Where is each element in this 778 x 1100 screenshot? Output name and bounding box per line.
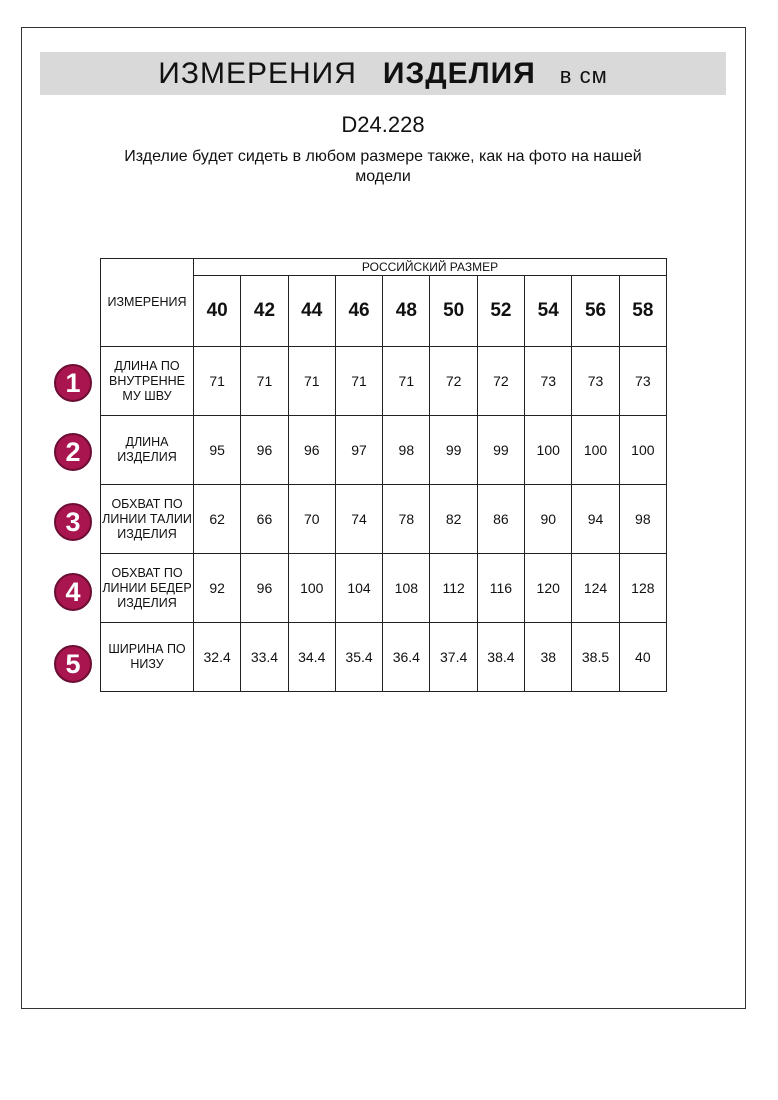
table-cell: 98 (619, 485, 666, 554)
table-cell: 32.4 (194, 623, 241, 692)
table-cell: 92 (194, 554, 241, 623)
table-cell: 62 (194, 485, 241, 554)
table-cell: 38 (525, 623, 572, 692)
row-label: ШИРИНА ПО НИЗУ (101, 623, 194, 692)
size-header: 56 (572, 276, 619, 347)
table-cell: 97 (335, 416, 382, 485)
table-cell: 71 (241, 347, 288, 416)
table-cell: 71 (383, 347, 430, 416)
title-product: ИЗДЕЛИЯ (382, 56, 536, 90)
row-number-badge: 5 (54, 645, 92, 683)
row-label: ОБХВАТ ПО ЛИНИИ ТАЛИИ ИЗДЕЛИЯ (101, 485, 194, 554)
table-row (101, 623, 667, 692)
size-header: 44 (288, 276, 335, 347)
row-label: ДЛИНА ИЗДЕЛИЯ (101, 416, 194, 485)
title-units: в см (559, 62, 608, 88)
table-cell: 98 (383, 416, 430, 485)
row-number-badge: 4 (54, 573, 92, 611)
table-cell: 37.4 (430, 623, 477, 692)
table-cell: 94 (572, 485, 619, 554)
row-number-badge: 2 (54, 433, 92, 471)
fit-note: Изделие будет сидеть в любом размере также, как на фото на нашей модели (124, 148, 642, 185)
table-cell: 108 (383, 554, 430, 623)
table-cell: 128 (619, 554, 666, 623)
table-cell: 100 (525, 416, 572, 485)
title-measurements: ИЗМЕРЕНИЯ (158, 56, 357, 90)
table-cell: 35.4 (335, 623, 382, 692)
table-cell: 74 (335, 485, 382, 554)
corner-label: ИЗМЕРЕНИЯ (101, 259, 194, 347)
row-number-badge: 3 (54, 503, 92, 541)
table-cell: 96 (288, 416, 335, 485)
table-cell: 36.4 (383, 623, 430, 692)
table-cell: 104 (335, 554, 382, 623)
table-cell: 40 (619, 623, 666, 692)
size-header: 50 (430, 276, 477, 347)
table-cell: 71 (288, 347, 335, 416)
table-cell: 116 (477, 554, 524, 623)
table-cell: 78 (383, 485, 430, 554)
table-cell: 99 (477, 416, 524, 485)
size-header: 46 (335, 276, 382, 347)
table-cell: 73 (572, 347, 619, 416)
product-code: D24.228 (341, 112, 425, 137)
table-row (101, 347, 667, 416)
table-cell: 34.4 (288, 623, 335, 692)
row-label: ОБХВАТ ПО ЛИНИИ БЕДЕР ИЗДЕЛИЯ (101, 554, 194, 623)
size-group-label: РОССИЙСКИЙ РАЗМЕР (194, 259, 667, 276)
table-cell: 38.4 (477, 623, 524, 692)
size-header: 48 (383, 276, 430, 347)
table-cell: 72 (477, 347, 524, 416)
table-cell: 112 (430, 554, 477, 623)
size-header: 52 (477, 276, 524, 347)
table-cell: 90 (525, 485, 572, 554)
table-cell: 33.4 (241, 623, 288, 692)
table-cell: 73 (619, 347, 666, 416)
size-table (100, 258, 667, 692)
table-cell: 73 (525, 347, 572, 416)
table-cell: 96 (241, 554, 288, 623)
size-header: 42 (241, 276, 288, 347)
table-cell: 71 (194, 347, 241, 416)
table-cell: 82 (430, 485, 477, 554)
table-cell: 72 (430, 347, 477, 416)
table-row (101, 554, 667, 623)
table-cell: 38.5 (572, 623, 619, 692)
row-number-badge: 1 (54, 364, 92, 402)
table-cell: 96 (241, 416, 288, 485)
table-cell: 124 (572, 554, 619, 623)
table-row (101, 416, 667, 485)
table-cell: 100 (572, 416, 619, 485)
table-cell: 100 (619, 416, 666, 485)
table-cell: 66 (241, 485, 288, 554)
table-cell: 120 (525, 554, 572, 623)
table-row (101, 485, 667, 554)
table-cell: 99 (430, 416, 477, 485)
table-cell: 71 (335, 347, 382, 416)
table-cell: 86 (477, 485, 524, 554)
table-cell: 95 (194, 416, 241, 485)
size-header: 58 (619, 276, 666, 347)
size-header: 40 (194, 276, 241, 347)
row-label: ДЛИНА ПО ВНУТРЕННЕ МУ ШВУ (101, 347, 194, 416)
size-header: 54 (525, 276, 572, 347)
table-cell: 100 (288, 554, 335, 623)
title-bar (40, 52, 726, 95)
table-cell: 70 (288, 485, 335, 554)
